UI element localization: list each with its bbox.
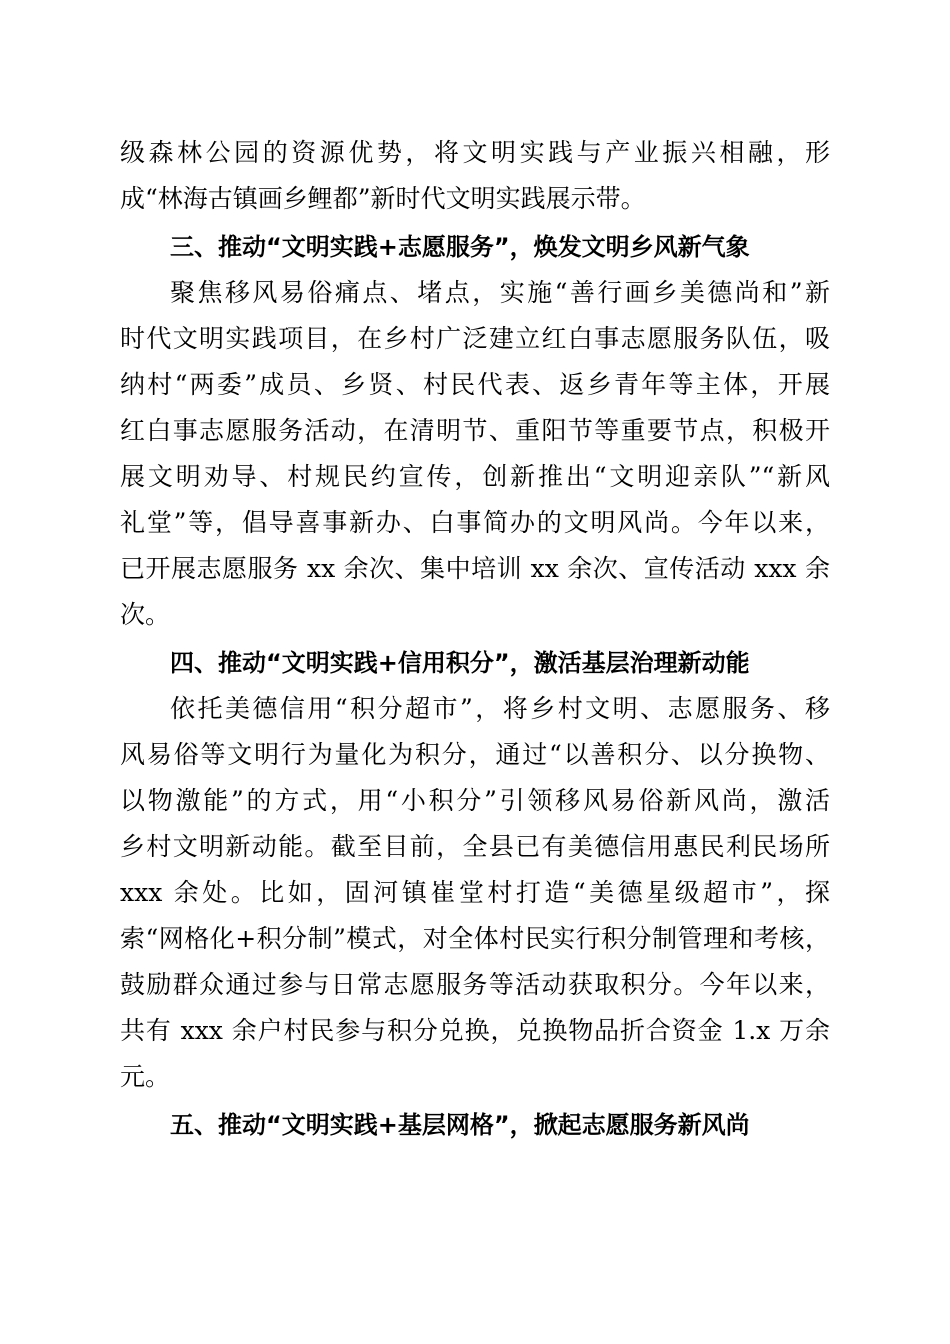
section-4-line-6: 索“网格化+积分制”模式，对全体村民实行积分制管理和考核，: [120, 924, 830, 953]
section-4-line-1: 依托美德信用“积分超市”，将乡村文明、志愿服务、移: [170, 694, 830, 723]
section-3-line-4: 红白事志愿服务活动，在清明节、重阳节等重要节点，积极开: [120, 416, 830, 445]
section-3-line-1: 聚焦移风易俗痛点、堵点，实施“善行画乡美德尚和”新: [170, 278, 830, 307]
section-4-line-2: 风易俗等文明行为量化为积分，通过“以善积分、以分换物、: [120, 740, 830, 769]
section-5-heading: 五、推动“文明实践+基层网格”，掀起志愿服务新风尚: [170, 1111, 750, 1139]
section-3-heading: 三、推动“文明实践+志愿服务”，焕发文明乡风新气象: [170, 233, 750, 261]
section-4-line-9: 元。: [120, 1062, 171, 1091]
intro-line-1: 级森林公园的资源优势，将文明实践与产业振兴相融，形: [120, 138, 830, 167]
intro-line-2: 成“林海古镇画乡鲤都”新时代文明实践展示带。: [120, 184, 646, 213]
section-4-line-7: 鼓励群众通过参与日常志愿服务等活动获取积分。今年以来，: [120, 970, 830, 999]
section-4-line-5: xxx 余处。比如，固河镇崔堂村打造“美德星级超市”，探: [120, 878, 830, 907]
section-3-line-6: 礼堂”等，倡导喜事新办、白事简办的文明风尚。今年以来，: [120, 508, 830, 537]
section-3-line-5: 展文明劝导、村规民约宣传，创新推出“文明迎亲队”“新风: [120, 462, 830, 491]
section-4-line-3: 以物激能”的方式，用“小积分”引领移风易俗新风尚，激活: [120, 786, 830, 815]
section-3-line-7: 已开展志愿服务 xx 余次、集中培训 xx 余次、宣传活动 xxx 余: [120, 554, 830, 583]
section-3-line-2: 时代文明实践项目，在乡村广泛建立红白事志愿服务队伍，吸: [120, 324, 830, 353]
section-3-line-8: 次。: [120, 600, 171, 629]
section-4-line-8: 共有 xxx 余户村民参与积分兑换，兑换物品折合资金 1.x 万余: [120, 1016, 830, 1045]
section-4-heading: 四、推动“文明实践+信用积分”，激活基层治理新动能: [170, 649, 750, 677]
section-4-line-4: 乡村文明新动能。截至目前，全县已有美德信用惠民利民场所: [120, 832, 830, 861]
section-3-line-3: 纳村“两委”成员、乡贤、村民代表、返乡青年等主体，开展: [120, 370, 830, 399]
document-body: [120, 135, 830, 1153]
